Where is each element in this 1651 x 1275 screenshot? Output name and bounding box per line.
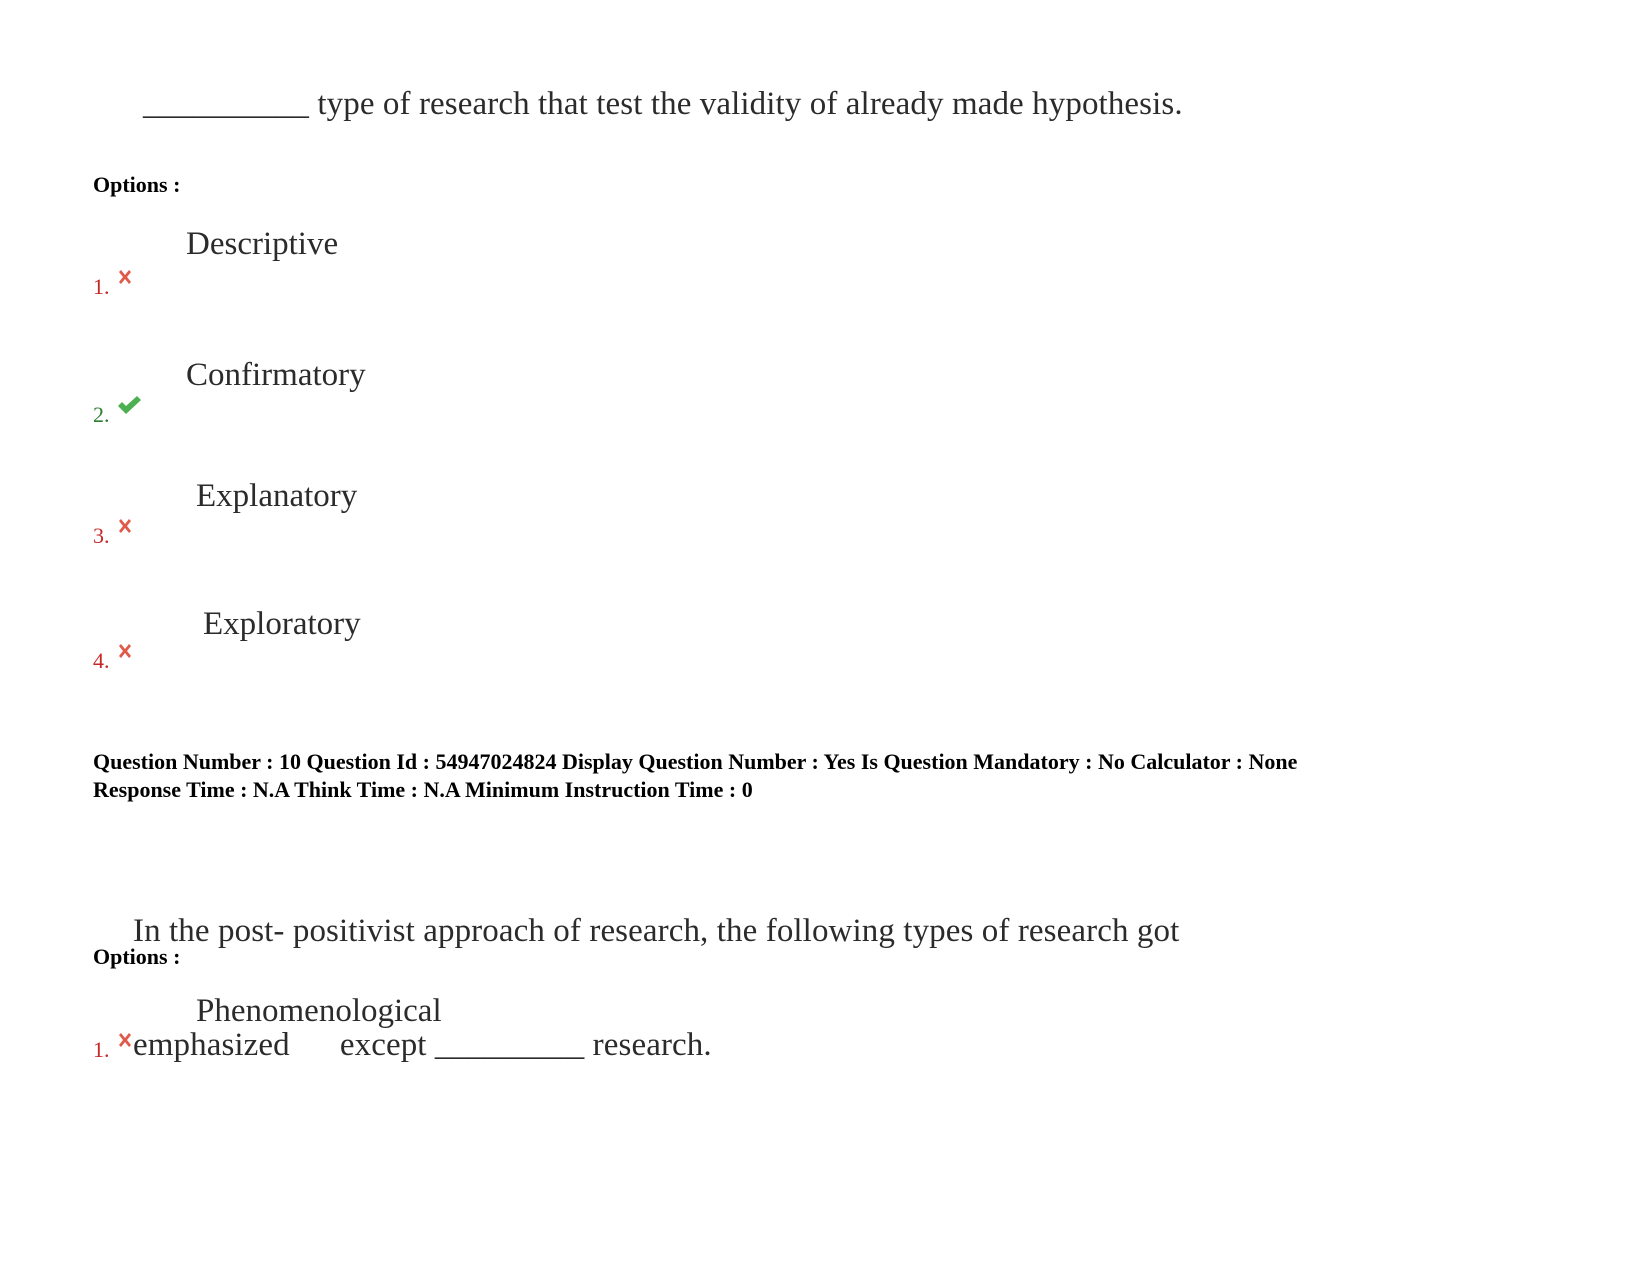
option-4-number (93, 648, 134, 674)
option-2-text: Confirmatory (186, 357, 366, 393)
question-10-meta-line-1: Question Number : 10 Question Id : 54947024824 Display Question Number : Yes Is Question Mandatory : No Calculator : None (93, 749, 1298, 774)
option-1-number (93, 274, 134, 300)
cross-icon (116, 515, 134, 541)
check-icon (116, 394, 142, 422)
question-10-meta (93, 748, 1297, 804)
question-10-meta-line-2: Response Time : N.A Think Time : N.A Minimum Instruction Time : 0 (93, 777, 753, 802)
option-3-number-label: 3. (93, 523, 110, 548)
cross-icon (116, 266, 134, 292)
option-4-number-label: 4. (93, 648, 110, 673)
q10-option-1-text: Phenomenological (196, 993, 442, 1029)
question-10-stem-line-2: emphasized except _________ research. (133, 1027, 712, 1063)
cross-icon (116, 1029, 134, 1055)
q10-option-1-number-label: 1. (93, 1037, 110, 1062)
question-10-stem-line-1: In the post- positivist approach of research, the following types of research got (133, 913, 1180, 949)
option-3-number (93, 523, 134, 549)
option-2-number (93, 402, 142, 428)
option-1-number-label: 1. (93, 274, 110, 299)
option-3-text: Explanatory (196, 478, 358, 514)
option-1-text: Descriptive (186, 226, 339, 262)
question-10-stem (133, 836, 1179, 1102)
cross-icon (116, 640, 134, 666)
option-2-number-label: 2. (93, 402, 110, 427)
question-9-stem: __________ type of research that test the validity of already made hypothesis. (143, 86, 1183, 122)
options-label: Options : (93, 172, 181, 197)
option-4-text: Exploratory (203, 606, 361, 642)
options-label: Options : (93, 944, 181, 969)
q10-option-1-number (93, 1037, 134, 1063)
